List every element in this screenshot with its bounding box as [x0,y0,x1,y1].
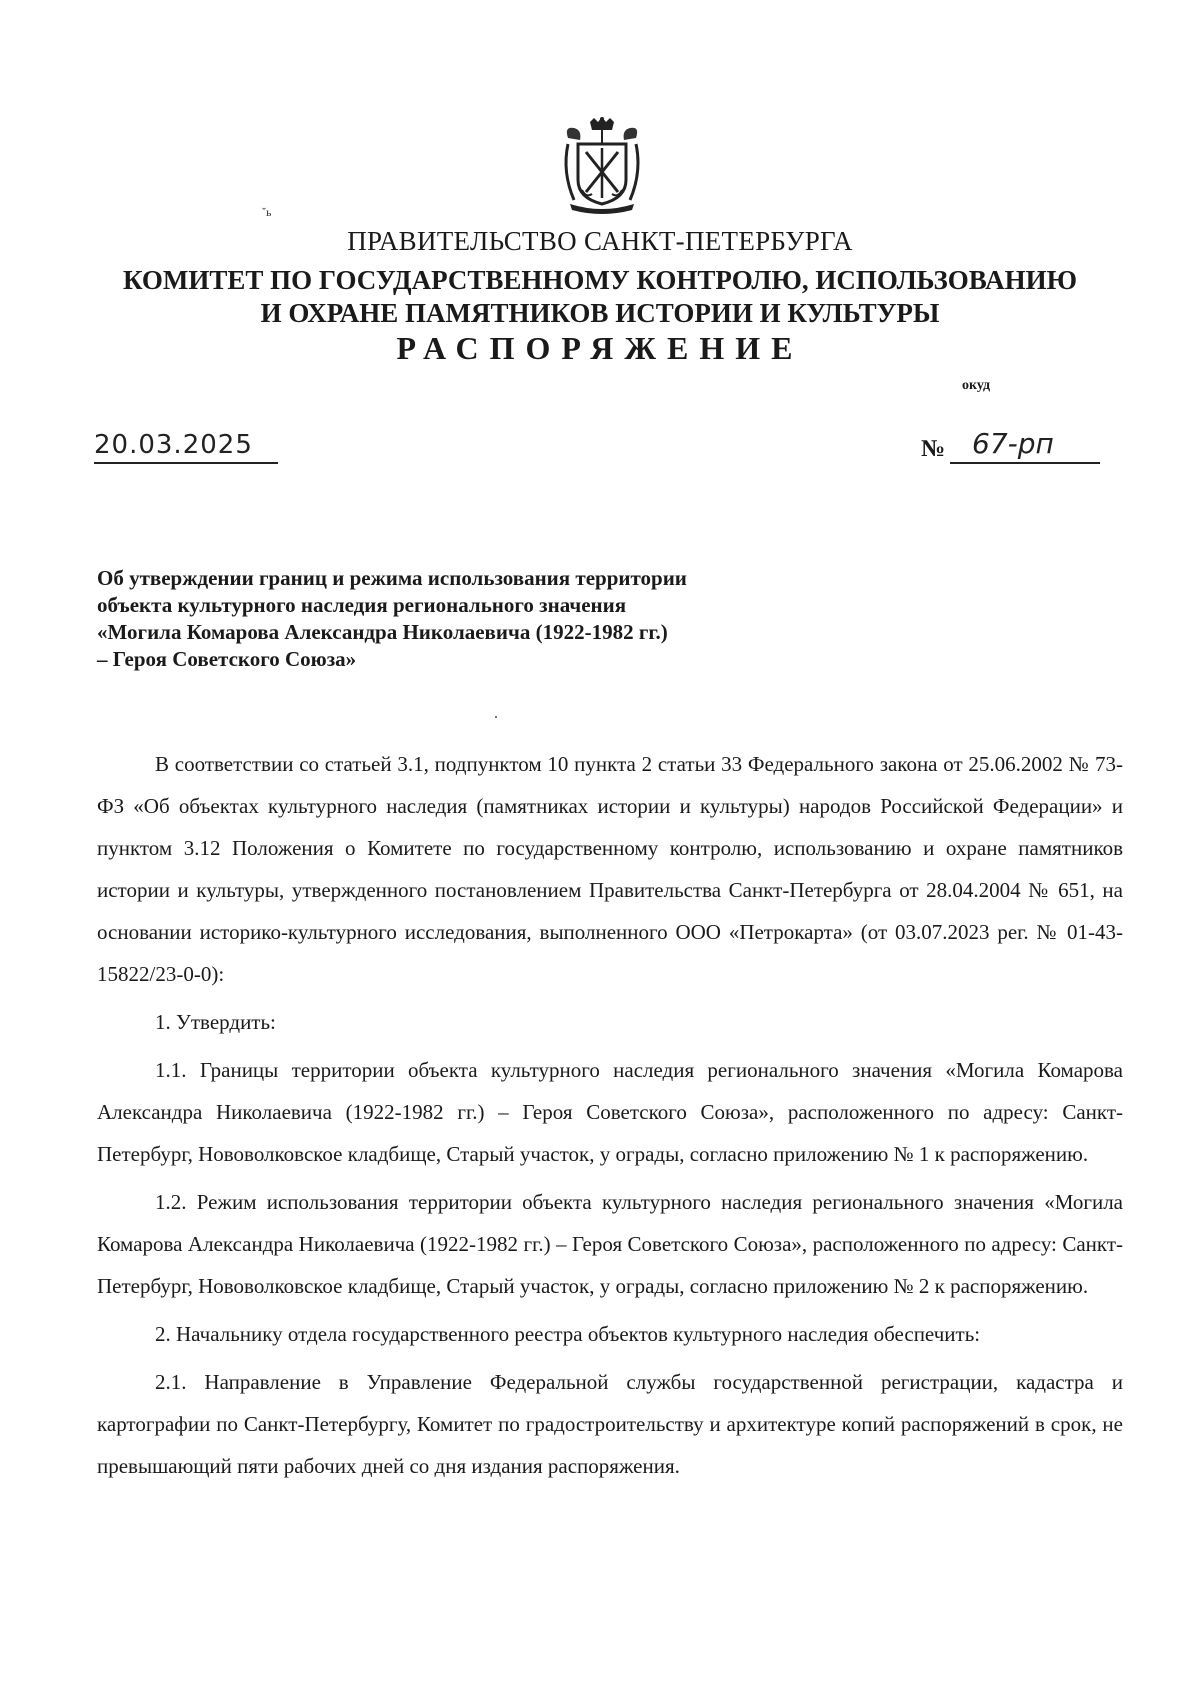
committee-title-line1: КОМИТЕТ ПО ГОСУДАРСТВЕННОМУ КОНТРОЛЮ, ИСПОЛЬЗОВАНИЮ [123,265,1077,295]
subject-line: объекта культурного наследия регионального значения [97,593,627,617]
committee-title-line2: И ОХРАНЕ ПАМЯТНИКОВ ИСТОРИИ И КУЛЬТУРЫ [260,298,940,328]
document-body [97,743,1123,1493]
number-sign: № [921,436,946,462]
scan-speck [495,716,497,718]
subject-line: – Героя Советского Союза» [97,647,357,671]
stray-mark: ˇь [262,205,272,219]
item-2-1-paragraph: 2.1. Направление в Управление Федеральной службы государственной регистрации, кадастра и картографии по Санкт-Петербургу, Комитет по градостроительству и архитектуре копий распоряжений в срок, не превышающий пяти рабочих дней со дня издания распоряжения. [97,1370,1123,1478]
item-1-paragraph: 1. Утвердить: [155,1010,276,1034]
government-title: ПРАВИТЕЛЬСТВО САНКТ-ПЕТЕРБУРГА [347,226,853,256]
item-1-1-paragraph: 1.1. Границы территории объекта культурного наследия регионального значения «Могила Комарова Александра Николаевича (1922-1982 гг.) – Героя Советского Союза», расположенного по адресу: Санкт-Петербург, Нововолковское кладбище, Старый участок, у ограды, согласно приложению № 1 к распоряжению. [97,1058,1123,1166]
okud-label: окуд [962,378,991,393]
subject-line: Об утверждении границ и режима использования территории [97,566,687,590]
document-date-value: 20.03.2025 [94,430,253,460]
saint-petersburg-coat-of-arms-icon [560,116,644,214]
document-number [950,427,1100,464]
committee-title [0,264,1200,330]
item-2-paragraph: 2. Начальнику отдела государственного реестра объектов культурного наследия обеспечить: [155,1322,981,1346]
preamble-paragraph: В соответствии со статьей 3.1, подпунктом 10 пункта 2 статьи 33 Федерального закона от 25.06.2002 № 73-ФЗ «Об объектах культурного наследия (памятниках истории и культуры) народов Российской Федерации» и пунктом 3.12 Положения о Комитете по государственному контролю, использованию и охране памятников истории и культуры, утвержденного постановлением Правительства Санкт-Петербурга от 28.04.2004 № 651, на основании историко-культурного исследования, выполненного ООО «Петрокарта» (от 03.07.2023 рег. № 01-43-15822/23-0-0): [97,752,1123,986]
subject-line: «Могила Комарова Александра Николаевича (1922-1982 гг.) [97,620,668,644]
document-subject [97,565,797,673]
document-date [94,430,278,464]
item-1-2-paragraph: 1.2. Режим использования территории объекта культурного наследия регионального значения «Могила Комарова Александра Николаевича (1922-1982 гг.) – Героя Советского Союза», расположенного по адресу: Санкт-Петербург, Нововолковское кладбище, Старый участок, у ограды, согласно приложению № 2 к распоряжению. [97,1190,1123,1298]
document-type: РАСПОРЯЖЕНИЕ [396,330,804,366]
document-number-value: 67-рп [972,427,1054,460]
